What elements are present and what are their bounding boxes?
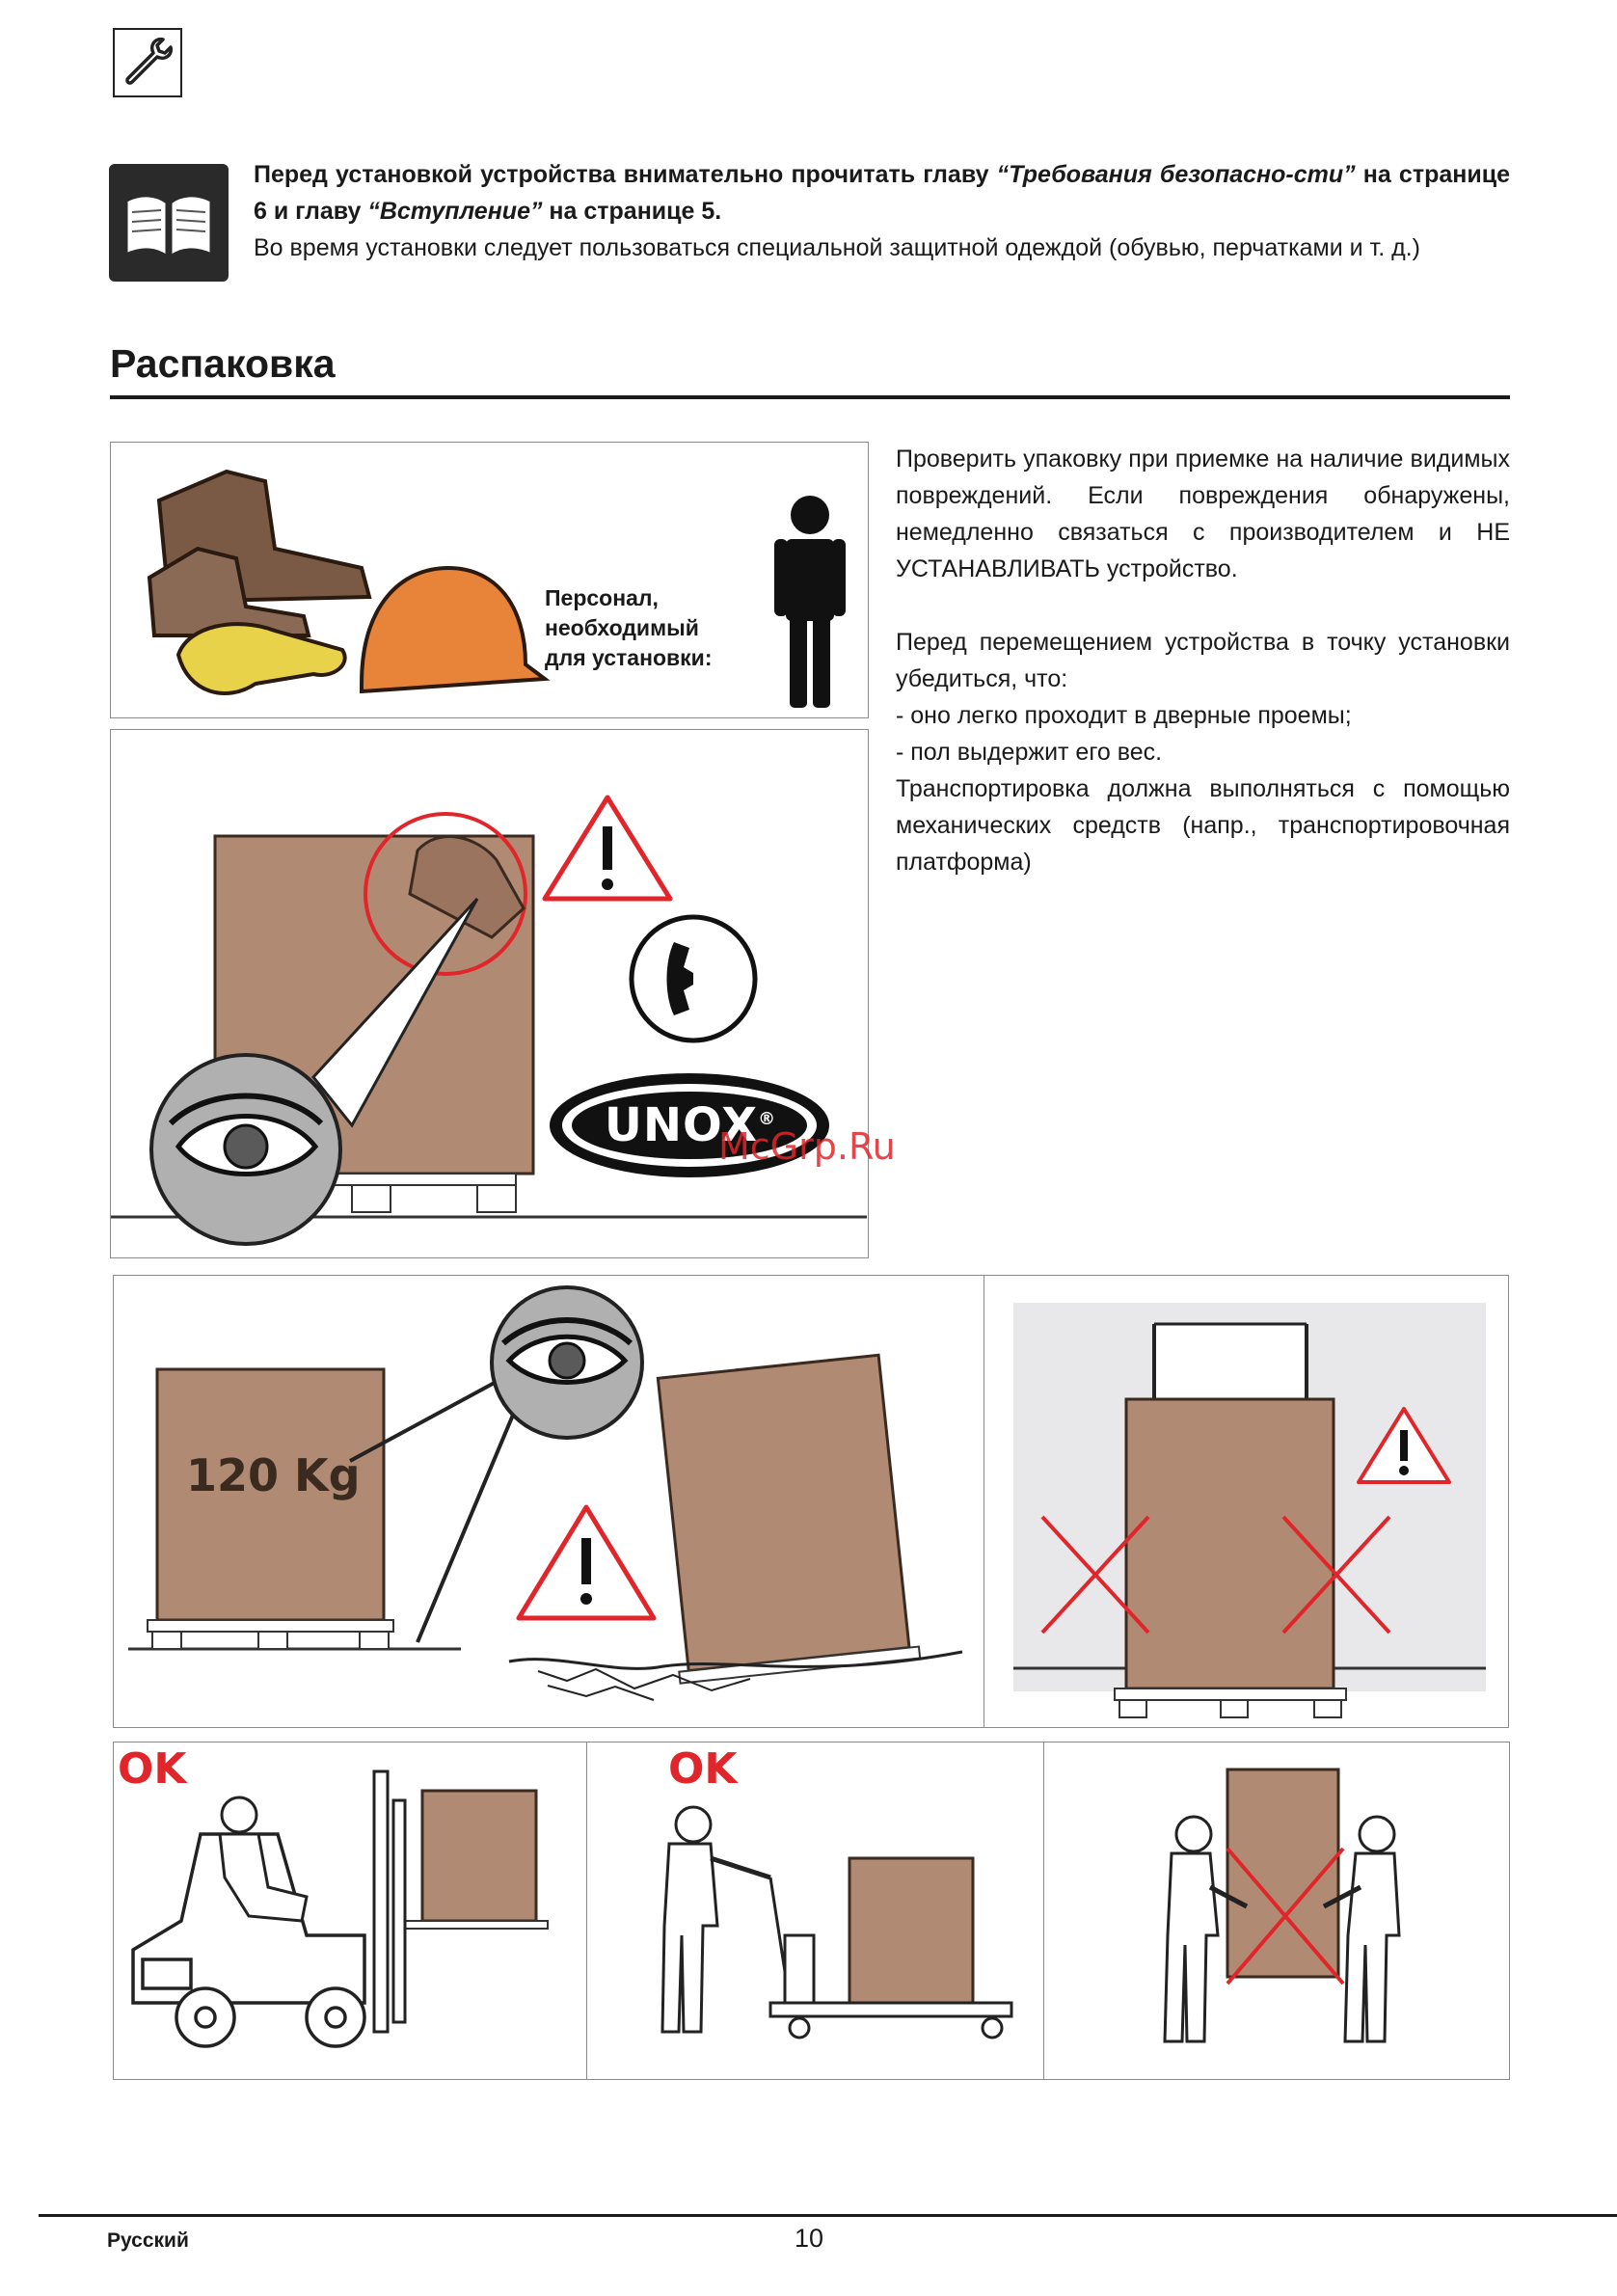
note-bold-3: на странице 5. <box>542 198 722 225</box>
pallet-truck-package-box <box>849 1858 973 2003</box>
transport-paragraph: Транспортировка должна выполняться с помощью механических средств (напр., транспортировочная платформа) <box>896 775 1510 876</box>
book-icon <box>109 164 229 282</box>
wrench-icon <box>113 28 182 97</box>
staff-label <box>545 583 712 673</box>
pallet-truck-panel <box>586 1742 1044 2080</box>
note-link-safety: “Требования безопасно-сти” <box>996 161 1356 188</box>
staff-label-line3: для установки: <box>545 645 713 670</box>
note-bold-1: Перед установкой устройства внимательно прочитать главу <box>254 161 997 188</box>
ppe-illustration <box>111 443 867 716</box>
note-protective-clothing: Во время установки следует пользоваться специальной защитной одеждой (обувью, перчатками и т. д.) <box>254 234 1420 261</box>
ok-label-pallet-truck: OK <box>668 1744 738 1794</box>
check-packaging-paragraph: Проверить упаковку при приемке на наличие видимых повреждений. Если повреждения обнаружены, немедленно связаться с производителем и НЕ УСТАНАВЛИВАТЬ устройство. <box>896 446 1510 582</box>
ppe-panel <box>110 442 869 718</box>
footer-language: Русский <box>107 2229 189 2252</box>
safety-note <box>254 156 1510 266</box>
note-bold-2: на странице 6 и главу <box>254 161 1510 225</box>
manual-carry-illustration <box>1044 1742 1508 2078</box>
manual-carry-panel <box>1043 1742 1510 2080</box>
inspection-illustration <box>111 730 867 1256</box>
weight-label: 120 Kg <box>186 1449 361 1501</box>
logo-wordmark: UNOX <box>604 1098 759 1152</box>
forklift-package-box <box>422 1791 536 1921</box>
page-number: 10 <box>795 2224 824 2253</box>
pallet-truck-illustration <box>587 1742 1042 2078</box>
worker-icon <box>662 1807 770 2032</box>
floor-bullet: - пол выдержит его вес. <box>896 739 1163 766</box>
ok-label-forklift: OK <box>118 1744 187 1794</box>
logo-registered-mark: ® <box>758 1109 777 1129</box>
oversized-package-box <box>1126 1399 1334 1688</box>
section-title: Распаковка <box>110 341 336 386</box>
section-rule <box>110 395 1510 399</box>
watermark: McGrp.Ru <box>718 1125 896 1168</box>
staff-label-line1: Персонал, <box>545 585 659 610</box>
doorway-illustration <box>984 1276 1507 1726</box>
footer-rule <box>39 2214 1617 2217</box>
doorway-bullet: - оно легко проходит в дверные проемы; <box>896 702 1352 729</box>
before-moving-paragraph: Перед перемещением устройства в точку установки убедиться, что: <box>896 629 1510 692</box>
weight-check-panel <box>113 1275 984 1728</box>
forklift-panel <box>113 1742 587 2080</box>
person-icon <box>774 496 846 708</box>
doorway-panel <box>984 1275 1509 1728</box>
unpacking-instructions <box>896 441 1510 880</box>
tilted-package-box <box>658 1355 909 1670</box>
work-gloves-icon <box>178 624 345 693</box>
staff-label-line2: необходимый <box>545 615 699 640</box>
inspection-panel <box>110 729 869 1258</box>
hard-hat-icon <box>362 568 545 691</box>
note-link-intro: “Вступление” <box>367 198 543 225</box>
